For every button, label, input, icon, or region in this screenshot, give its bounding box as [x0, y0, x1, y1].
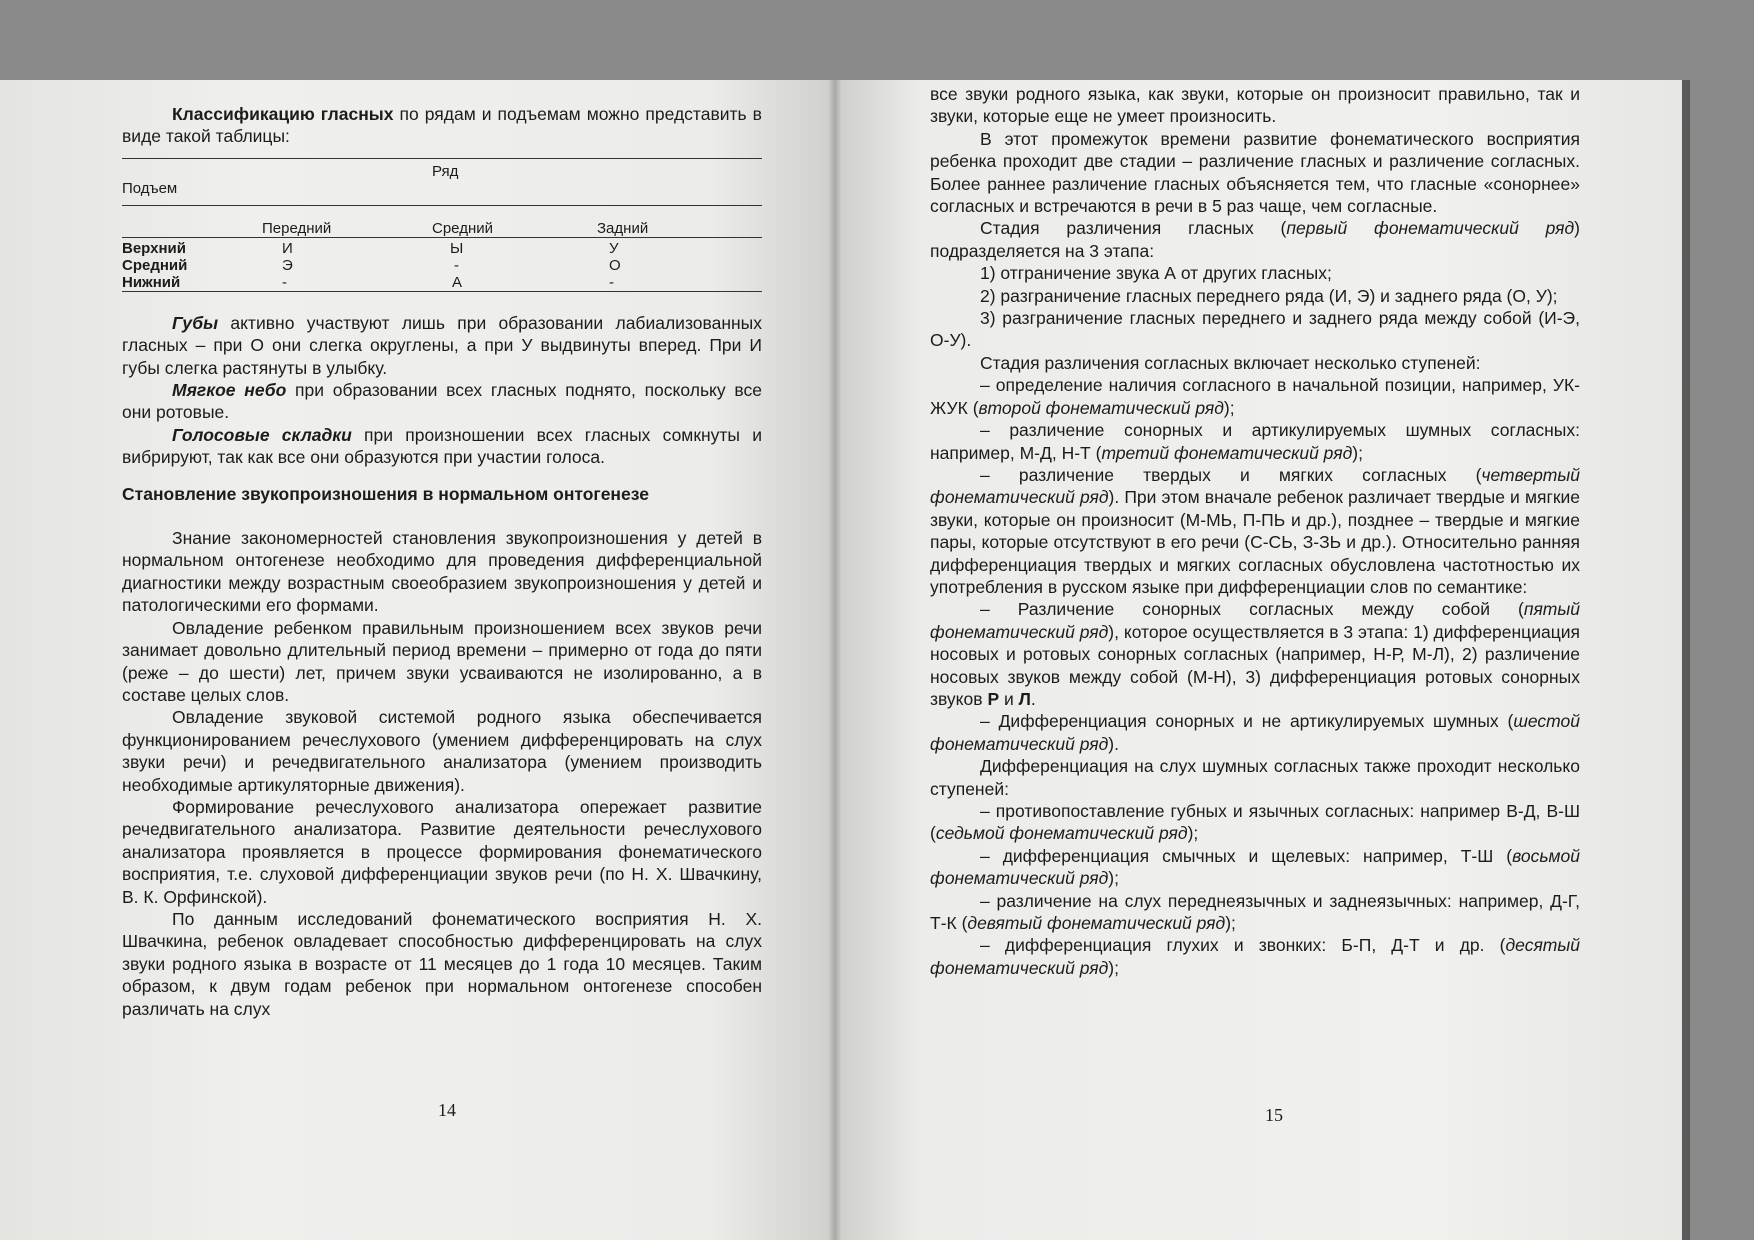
list-item: – Различение сонорных согласных между собой (пятый фонематический ряд), которое осуществляется в 3 этапа: 1) дифференциация носовых и ротовых сонорных согласных (например, Н-Р, М-Л), 2) различение носовых звуков между собой (М-Н), 3) дифференциация ротовых сонорных звуков Р и Л.	[930, 599, 1580, 709]
column-header: Передний	[262, 219, 332, 237]
table-cell: -	[609, 273, 614, 291]
folds-text: при произношении всех гласных сомкнуты и вибрируют, так как все они образуются при участии голоса.	[122, 424, 762, 468]
table-cell: Э	[282, 256, 293, 274]
paragraph: По данным исследований фонематического восприятия Н. Х. Швачкина, ребенок овладевает способностью дифференцировать на слух звуки родного языка в возрасте от 11 месяцев до 1 года 10 месяцев. Таким образом, к двум годам ребенок при нормальном онтогенезе способен различать на слух	[122, 908, 762, 1019]
table-cell: А	[452, 273, 463, 291]
palate-term: Мягкое небо	[172, 380, 287, 401]
palate-paragraph	[122, 379, 762, 424]
list-item: – дифференциация смычных и щелевых: например, Т-Ш (восьмой фонематический ряд);	[930, 845, 1580, 889]
row-label: Средний	[122, 256, 188, 274]
list-item: – противопоставление губных и язычных согласных: например В-Д, В-Ш (седьмой фонематический ряд);	[930, 801, 1580, 844]
lips-paragraph	[122, 312, 762, 379]
paragraph: Овладение ребенком правильным произношением всех звуков речи занимает довольно длительный период времени – примерно от года до пяти (реже – до шести) лет, причем звуки усваиваются не изолированно, а в составе целых слов.	[122, 617, 762, 705]
paragraph: Стадия различения согласных включает несколько ступеней:	[980, 352, 1481, 373]
folds-term: Голосовые складки	[172, 424, 352, 445]
table-cell: И	[262, 237, 432, 257]
folds-paragraph	[122, 424, 762, 469]
page-number: 14	[438, 1100, 456, 1120]
table-cell: У	[597, 237, 762, 257]
lips-text: активно участвуют лишь при образовании лабиализованных гласных – при О они слегка округлены, а при У выдвинуты вперед. При И губы слегка растянуты в улыбку.	[122, 312, 762, 378]
paragraph: Овладение звуковой системой родного языка обеспечивается функционированием речеслухового (умением дифференцировать на слух звуки речи) и речедвигательного анализатора (умением производить необходимые артикуляторные движения).	[122, 707, 762, 795]
palate-text: при образовании всех гласных поднято, поскольку все они ротовые.	[122, 380, 762, 423]
right-page-text	[930, 83, 1580, 979]
list-item: 3) разграничение гласных переднего и заднего ряда между собой (И-Э, О-У).	[930, 308, 1580, 351]
list-item: – определение наличия согласного в начальной позиции, например, УК-ЖУК (второй фонематический ряд);	[930, 375, 1580, 418]
paragraph: В этот промежуток времени развитие фонематического восприятия ребенка проходит две стадии – различение гласных и различение согласных. Более раннее различение гласных объясняется тем, что гласные «сонорнее» согласных и встречаются в речи в 5 раз чаще, чем согласные.	[930, 128, 1580, 217]
book-spine	[828, 80, 842, 1240]
list-item: – дифференциация глухих и звонких: Б-П, Д-Т и др. (десятый фонематический ряд);	[930, 935, 1580, 978]
list-item: – различение сонорных и артикулируемых шумных согласных: например, М-Д, Н-Т (третий фонематический ряд);	[930, 420, 1580, 463]
row-label: Нижний	[122, 273, 181, 291]
table-cell: О	[609, 256, 621, 274]
lips-term: Губы	[172, 312, 219, 333]
paragraph: все звуки родного языка, как звуки, которые он произносит правильно, так и звуки, которые еще не умеет произносить.	[930, 84, 1580, 127]
list-item: – различение на слух переднеязычных и заднеязычных: например, Д-Г, Т-К (девятый фонематический ряд);	[930, 890, 1580, 934]
page-edge	[1682, 80, 1690, 1240]
table-intro	[122, 103, 762, 148]
row-label: Верхний	[122, 237, 262, 257]
intro-text: по рядам и подъемам можно представить в виде такой таблицы:	[122, 104, 762, 147]
list-item: – Дифференциация сонорных и не артикулируемых шумных (шестой фонематический ряд).	[930, 711, 1580, 754]
page-number: 15	[1265, 1105, 1283, 1125]
table-header-col: Подъем	[122, 179, 178, 197]
list-item: – различение твердых и мягких согласных (четвертый фонематический ряд). При этом вначале ребенок различает твердые и мягкие звуки, которые он произносит (М-МЬ, П-ПЬ и др.), позднее – твердые и мягкие пары, которые отсутствуют в его речи (С-СЬ, З-ЗЬ и др.). Относительно ранняя дифференциация твердых и мягких согласных обусловлена частотностью их употребления в русском языке при дифференциации слов по семантике:	[930, 464, 1581, 597]
column-header: Задний	[597, 219, 649, 237]
table-cell: Ы	[432, 237, 597, 257]
column-header: Средний	[432, 219, 493, 237]
table-cell: -	[282, 273, 287, 291]
list-item: 2) разграничение гласных переднего ряда (И, Э) и заднего ряда (О, У);	[980, 285, 1558, 306]
vowel-classification-table	[122, 158, 762, 294]
intro-term: Классификацию гласных	[172, 104, 394, 124]
list-item: 1) отграничение звука А от других гласных;	[980, 263, 1332, 284]
section-heading: Становление звукопроизношения в нормальном онтогенезе	[122, 483, 649, 504]
table-header-row: Ряд	[432, 158, 597, 180]
paragraph: Знание закономерностей становления звукопроизношения у детей в нормальном онтогенезе необходимо для проведения дифференциальной диагностики между возрастным своеобразием звукопроизношения у детей и патологическими его формами.	[122, 528, 762, 616]
table-cell: -	[454, 256, 459, 274]
paragraph: Формирование речеслухового анализатора опережает развитие речедвигательного анализатора. Развитие деятельности речеслухового анализатора проявляется в процессе формирования фонематического восприятия, т.е. слуховой дифференциации звуков речи (по Н. Х. Швачкину, В. К. Орфинской).	[122, 796, 762, 907]
paragraph: Стадия различения гласных (первый фонематический ряд) подразделяется на 3 этапа:	[930, 218, 1580, 261]
left-page-text	[122, 103, 762, 1020]
paragraph: Дифференциация на слух шумных согласных также проходит несколько ступеней:	[930, 756, 1580, 799]
